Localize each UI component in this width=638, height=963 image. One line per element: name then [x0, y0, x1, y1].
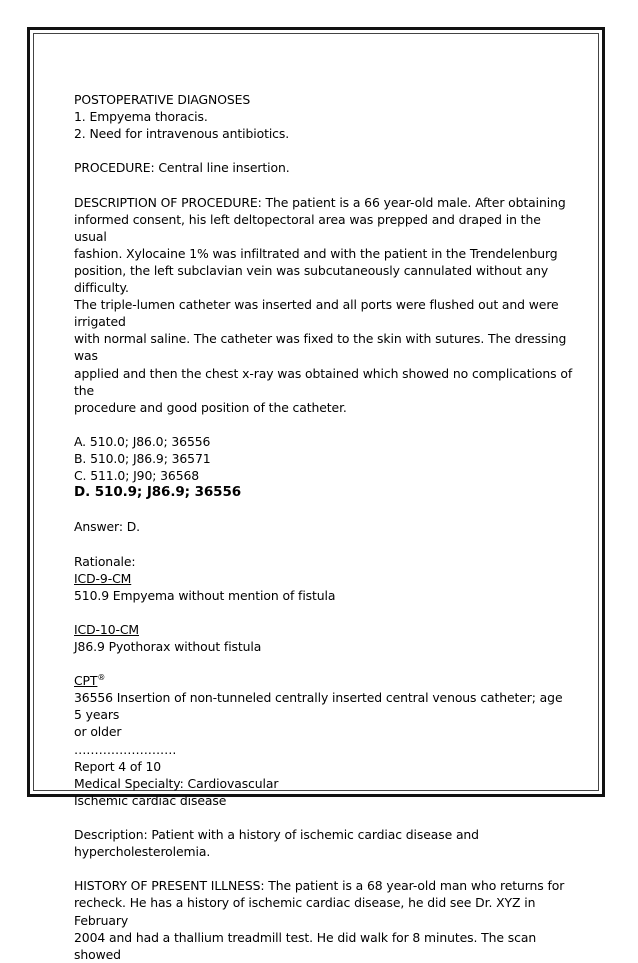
- icd10-text: J86.9 Pyothorax without fistula: [74, 639, 262, 654]
- cpt-text-line: 36556 Insertion of non-tunneled centrally inserted central venous catheter; age 5 years: [74, 690, 563, 723]
- procedure-line: PROCEDURE: Central line insertion.: [74, 160, 290, 176]
- postop-item: 2. Need for intravenous antibiotics.: [74, 126, 290, 142]
- hpi-line: recheck. He has a history of ischemic cardiac disease, he did see Dr. XYZ in February: [74, 895, 536, 928]
- report-number: Report 4 of 10: [74, 758, 162, 774]
- option-a: A. 510.0; J86.0; 36556: [74, 433, 211, 449]
- medical-specialty: Medical Specialty: Cardiovascular: [74, 775, 279, 791]
- document-body: [74, 91, 574, 963]
- description-line: informed consent, his left deltopectoral area was prepped and draped in the usual: [74, 211, 541, 244]
- postop-item: 1. Empyema thoracis.: [74, 109, 208, 125]
- dotted-separator: …………………….: [74, 741, 177, 757]
- postop-heading: POSTOPERATIVE DIAGNOSES: [74, 92, 251, 107]
- hpi-line: 2004 and had a thallium treadmill test. He did walk for 8 minutes. The scan showed: [74, 929, 537, 962]
- icd10-heading: ICD-10-CM: [74, 621, 139, 637]
- answer-line: Answer: D.: [74, 519, 141, 535]
- description-line: DESCRIPTION OF PROCEDURE: The patient is a 66 year-old male. After obtaining: [74, 194, 566, 210]
- description-line: with normal saline. The catheter was fixed to the skin with sutures. The dressing was: [74, 331, 567, 364]
- description-line: position, the left subclavian vein was subcutaneously cannulated without any difficulty.: [74, 262, 549, 296]
- icd9-heading: ICD-9-CM: [74, 570, 132, 586]
- description-line: procedure and good position of the catheter.: [74, 399, 347, 415]
- description-summary-line: Description: Patient with a history of ischemic cardiac disease and: [74, 827, 479, 843]
- description-line: applied and then the chest x-ray was obtained which showed no complications of the: [74, 365, 573, 398]
- description-line: fashion. Xylocaine 1% was infiltrated and with the patient in the Trendelenburg: [74, 245, 558, 261]
- hpi-line: HISTORY OF PRESENT ILLNESS: The patient is a 68 year-old man who returns for: [74, 878, 565, 894]
- option-b: B. 510.0; J86.9; 36571: [74, 450, 211, 466]
- report-title: Ischemic cardiac disease: [74, 792, 227, 808]
- option-d-correct: D. 510.9; J86.9; 36556: [74, 484, 242, 501]
- description-line: The triple-lumen catheter was inserted and all ports were flushed out and were irrigated: [74, 297, 559, 330]
- rationale-label: Rationale:: [74, 553, 136, 569]
- cpt-text-line: or older: [74, 724, 122, 740]
- cpt-heading: CPT: [74, 673, 98, 689]
- icd9-text: 510.9 Empyema without mention of fistula: [74, 587, 336, 603]
- option-c: C. 511.0; J90; 36568: [74, 468, 200, 484]
- description-summary-line: hypercholesterolemia.: [74, 844, 211, 860]
- registered-mark: ®: [97, 673, 106, 683]
